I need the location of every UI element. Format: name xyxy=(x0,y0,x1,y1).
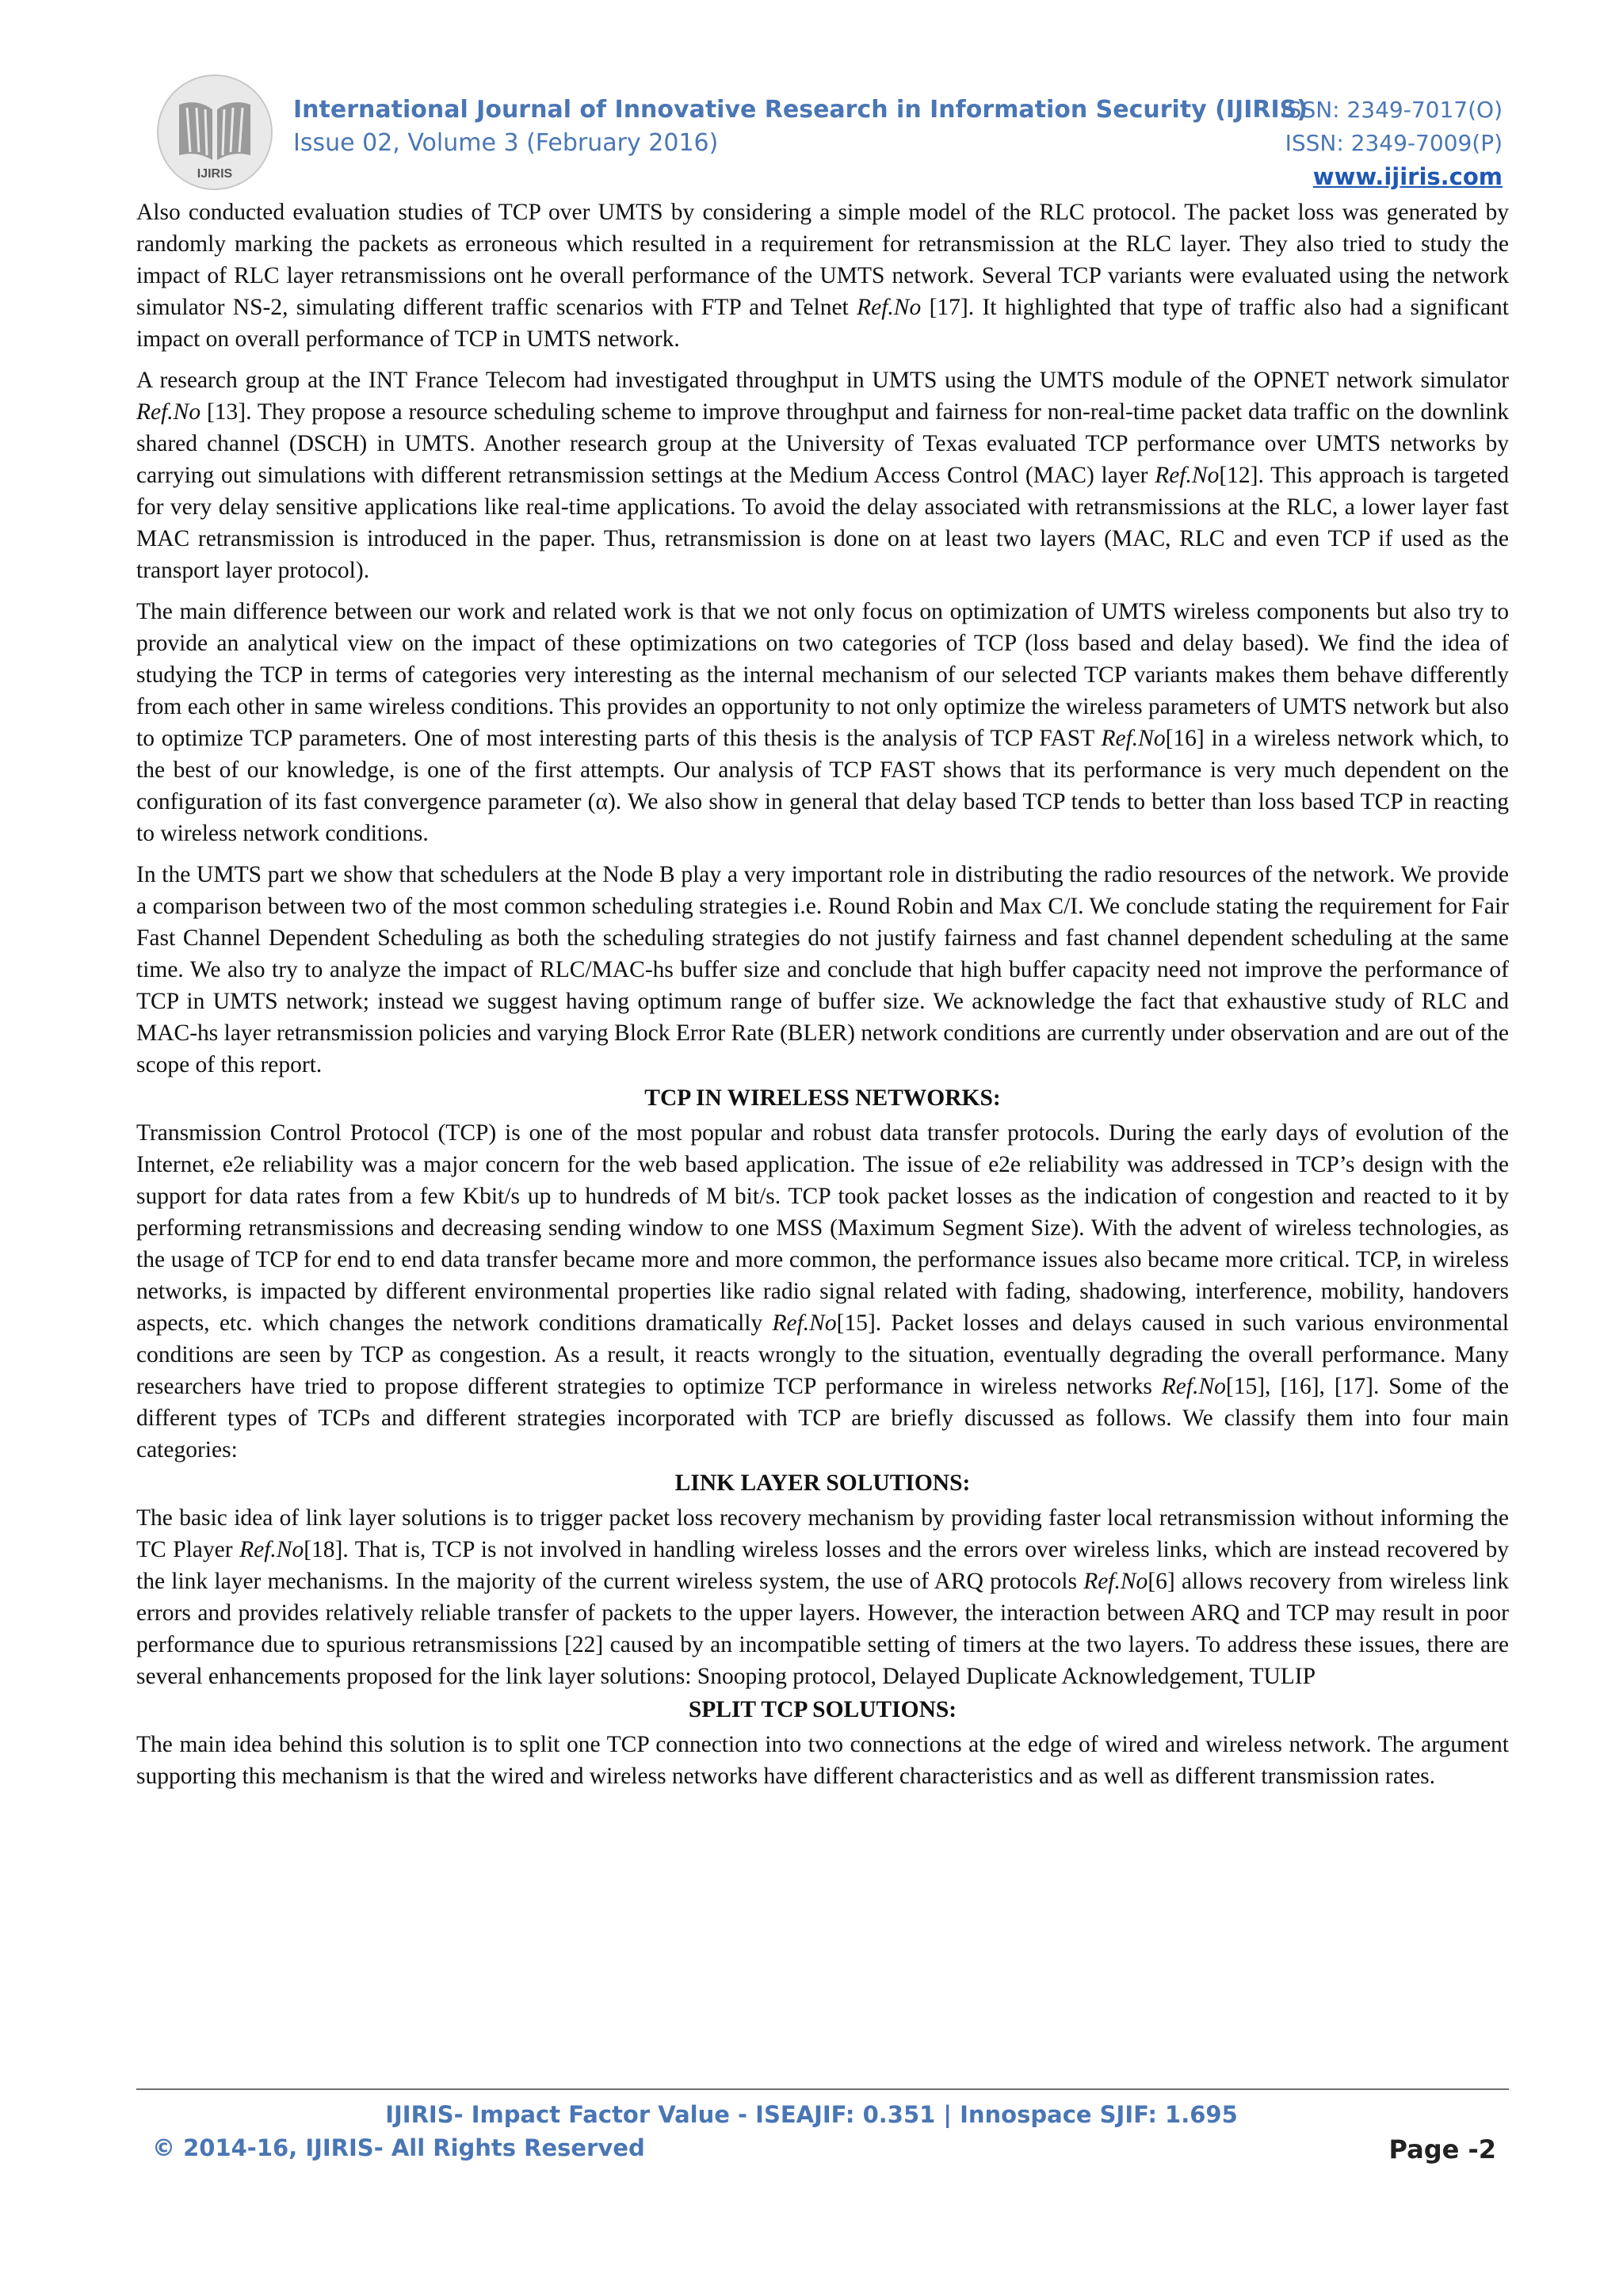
section-heading: SPLIT TCP SOLUTIONS: xyxy=(688,1697,957,1722)
journal-title: International Journal of Innovative Research in Information Security (IJIRIS) xyxy=(293,96,1308,124)
ref-no: Ref.No xyxy=(772,1310,837,1336)
ref-no: Ref.No xyxy=(1101,726,1166,751)
paragraph: Also conducted evaluation studies of TCP over UMTS by considering a simple model of the RLC protocol. The packet loss was generated by randomly marking the packets as erroneous which resulted in a requirement for retransmission at the RLC layer. They also tried to study the impact of RLC layer retransmissions ont he overall performance of the UMTS network. Several TCP variants were evaluated using the network simulator NS-2, simulating different traffic scenarios with FTP and Telnet Ref.No [17]. It highlighted that type of traffic also had a significant impact on overall performance of TCP in UMTS network. xyxy=(136,200,1509,352)
issn-online: ISSN: 2349-7017(O) xyxy=(1281,97,1503,123)
ref-no: Ref.No xyxy=(1161,1374,1226,1399)
ref-no: Ref.No xyxy=(1083,1569,1148,1594)
journal-header xyxy=(293,93,1308,160)
paragraph: Transmission Control Protocol (TCP) is one of the most popular and robust data transfer protocols. During the early days of evolution of the Internet, e2e reliability was a major concern for the web based application. The issue of e2e reliability was addressed in TCP’s design with the support for data rates from a few Kbit/s up to hundreds of M bit/s. TCP took packet losses as the indication of congestion and reacted to it by performing retransmissions and decreasing sending window to one MSS (Maximum Segment Size). With the advent of wireless technologies, as the usage of TCP for end to end data transfer became more and more common, the performance issues also became more critical. TCP, in wireless networks, is impacted by different environmental properties like radio signal related with fading, shadowing, interference, mobility, handovers aspects, etc. which changes the network conditions dramatically Ref.No[15]. Packet losses and delays caused in such various environmental conditions are seen by TCP as congestion. As a result, it reacts wrongly to the situation, eventually degrading the overall performance. Many researchers have tried to propose different strategies to optimize TCP performance in wireless networks Ref.No[15], [16], [17]. Some of the different types of TCPs and different strategies incorporated with TCP are briefly discussed as follows. We classify them into four main categories: xyxy=(136,1120,1509,1463)
paragraph: The main idea behind this solution is to split one TCP connection into two connections at the edge of wired and wireless network. The argument supporting this mechanism is that the wired and wireless networks have different characteristics and as well as different transmission rates. xyxy=(136,1732,1509,1789)
ref-no: Ref.No xyxy=(1155,463,1220,488)
logo-text: IJIRIS xyxy=(197,167,233,181)
section-heading: LINK LAYER SOLUTIONS: xyxy=(674,1470,971,1496)
article-body xyxy=(136,196,1509,1792)
copyright: © 2014-16, IJIRIS- All Rights Reserved xyxy=(152,2134,645,2161)
journal-website-link[interactable]: www.ijiris.com xyxy=(1312,163,1503,190)
issn-block xyxy=(1281,93,1503,193)
ref-no: Ref.No xyxy=(857,295,922,320)
paragraph: A research group at the INT France Telecom had investigated throughput in UMTS using the UMTS module of the OPNET network simulator Ref.No [13]. They propose a resource scheduling scheme to improve throughput and fairness for non-real-time packet data traffic on the downlink shared channel (DSCH) in UMTS. Another research group at the University of Texas evaluated TCP performance over UMTS networks by carrying out simulations with different retransmission settings at the Medium Access Control (MAC) layer Ref.No[12]. This approach is targeted for very delay sensitive applications like real-time applications. To avoid the delay associated with retransmissions at the RLC, a lower layer fast MAC retransmission is introduced in the paper. Thus, retransmission is done on at least two layers (MAC, RLC and even TCP if used as the transport layer protocol). xyxy=(136,368,1509,583)
paragraph: The basic idea of link layer solutions is to trigger packet loss recovery mechanism by providing faster local retransmission without informing the TC Player Ref.No[18]. That is, TCP is not involved in handling wireless losses and the errors over wireless links, which are instead recovered by the link layer mechanisms. In the majority of the current wireless system, the use of ARQ protocols Ref.No[6] allows recovery from wireless link errors and provides relatively reliable transfer of packets to the upper layers. However, the interaction between ARQ and TCP may result in poor performance due to spurious retransmissions [22] caused by an incompatible setting of timers at the two layers. To address these issues, there are several enhancements proposed for the link layer solutions: Snooping protocol, Delayed Duplicate Acknowledgement, TULIP xyxy=(136,1505,1509,1689)
page-number: Page -2 xyxy=(1388,2134,1496,2164)
ref-no: Ref.No xyxy=(239,1537,304,1562)
footer-divider xyxy=(136,2088,1509,2090)
paragraph: In the UMTS part we show that schedulers at the Node B play a very important role in distributing the radio resources of the network. We provide a comparison between two of the most common scheduling strategies i.e. Round Robin and Max C/I. We conclude stating the requirement for Fair Fast Channel Dependent Scheduling as both the scheduling strategies do not justify fairness and fast channel dependent scheduling at the same time. We also try to analyze the impact of RLC/MAC-hs buffer size and conclude that high buffer capacity need not improve the performance of TCP in UMTS network; instead we suggest having optimum range of buffer size. We acknowledge the fact that exhaustive study of RLC and MAC-hs layer retransmission policies and varying Block Error Rate (BLER) network conditions are currently under observation and are out of the scope of this report. xyxy=(136,862,1509,1077)
ijiris-logo-icon xyxy=(155,73,274,192)
impact-factor: IJIRIS- Impact Factor Value - ISEAJIF: 0.351 | Innospace SJIF: 1.695 xyxy=(385,2101,1238,2128)
ref-no: Ref.No xyxy=(136,399,201,425)
issn-print: ISSN: 2349-7009(P) xyxy=(1285,130,1503,156)
paragraph: The main difference between our work and related work is that we not only focus on optimization of UMTS wireless components but also try to provide an analytical view on the impact of these optimizations on two categories of TCP (loss based and delay based). We find the idea of studying the TCP in terms of categories very interesting as the internal mechanism of our selected TCP variants makes them behave differently from each other in same wireless conditions. This provides an opportunity to not only optimize the wireless parameters of UMTS network but also to optimize TCP parameters. One of most interesting parts of this thesis is the analysis of TCP FAST Ref.No[16] in a wireless network which, to the best of our knowledge, is one of the first attempts. Our analysis of TCP FAST shows that its performance is very much dependent on the configuration of its fast convergence parameter (α). We also show in general that delay based TCP tends to better than loss based TCP in reacting to wireless network conditions. xyxy=(136,599,1510,846)
issue-info: Issue 02, Volume 3 (February 2016) xyxy=(293,129,719,157)
section-heading: TCP IN WIRELESS NETWORKS: xyxy=(644,1085,1001,1111)
